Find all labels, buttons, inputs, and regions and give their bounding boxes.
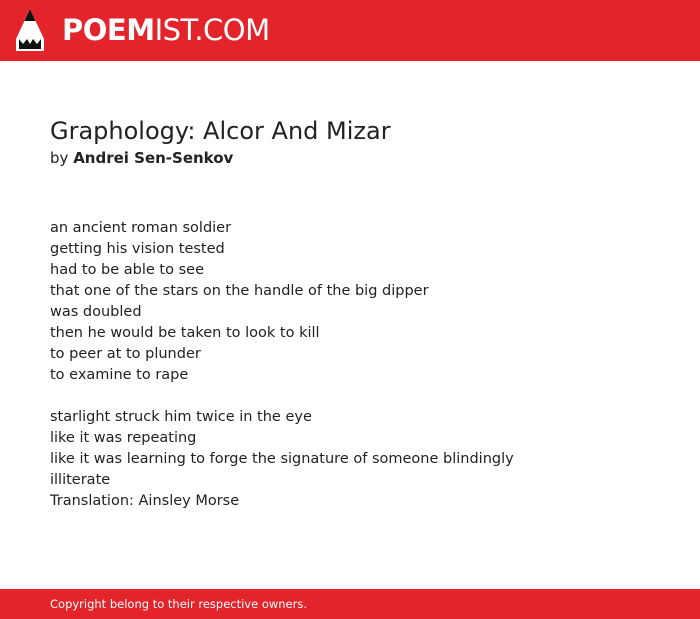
poem-line: had to be able to see (50, 262, 204, 278)
site-header (0, 0, 700, 61)
poem-line: an ancient roman soldier (50, 220, 232, 236)
poem-heading (50, 116, 670, 170)
logo-light-text: IST.COM (154, 13, 270, 47)
site-footer (0, 589, 700, 619)
translation-credit: Translation: Ainsley Morse (50, 493, 240, 509)
poem-line: starlight struck him twice in the eye (50, 409, 312, 425)
poem-line: illiterate (50, 472, 111, 488)
poem-line: getting his vision tested (50, 241, 225, 257)
stanza (50, 407, 670, 512)
site-logo[interactable] (62, 13, 270, 47)
poem-line: to examine to rape (50, 367, 189, 383)
stanza (50, 218, 670, 386)
copyright-text: Copyright belong to their respective owners. (50, 597, 308, 611)
poem-line: to peer at to plunder (50, 346, 201, 362)
poem-line: that one of the stars on the handle of the big dipper (50, 283, 429, 299)
pencil-icon[interactable] (16, 9, 44, 51)
poem-body (50, 218, 670, 512)
by-label: by (50, 149, 69, 167)
poem-line: was doubled (50, 304, 142, 320)
author-name: Andrei Sen-Senkov (73, 149, 234, 167)
logo-bold-text: POEM (62, 13, 155, 47)
poem-line: like it was learning to forge the signature of someone blindingly (50, 451, 514, 467)
poem-title: Graphology: Alcor And Mizar (50, 117, 391, 145)
poem-line: then he would be taken to look to kill (50, 325, 320, 341)
poem-line: like it was repeating (50, 430, 197, 446)
byline (50, 146, 670, 170)
